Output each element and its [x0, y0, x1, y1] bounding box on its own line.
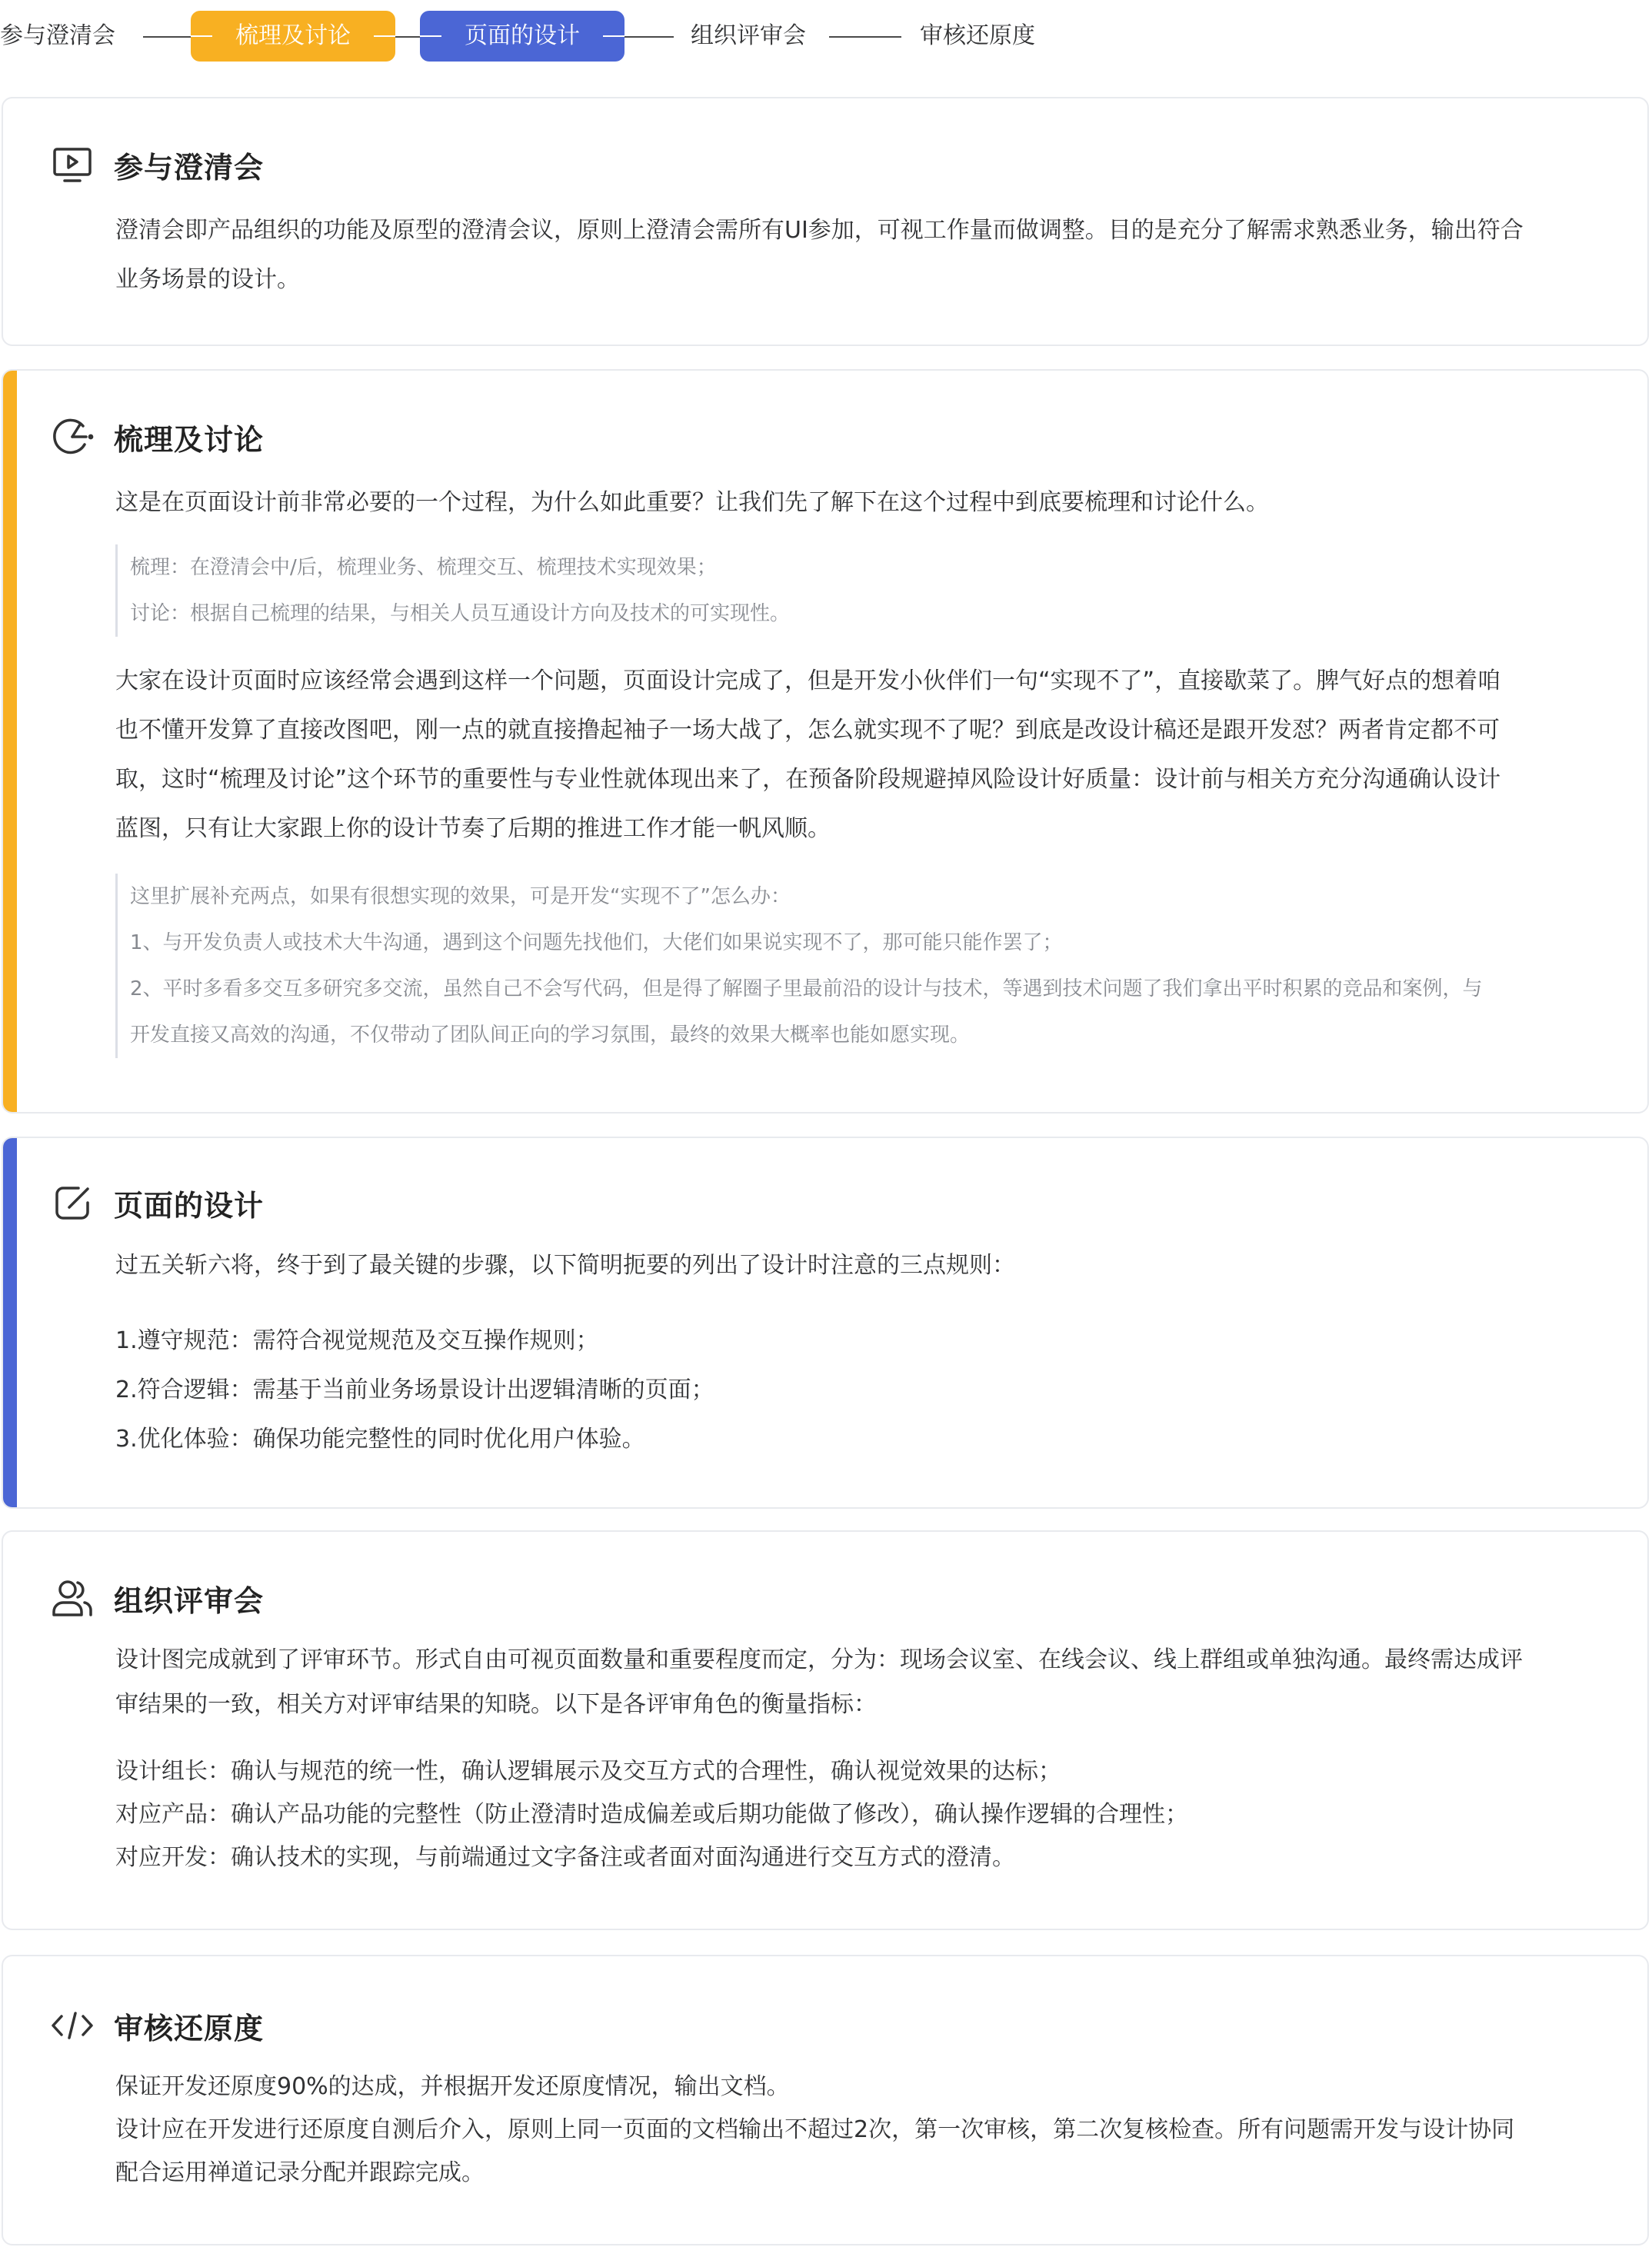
step-connector: [420, 35, 441, 37]
paragraph-line: 澄清会即产品组织的功能及原型的澄清会议，原则上澄清会需所有UI参加，可视工作量而做调整。目的是充分了解需求熟悉业务，输出符合: [115, 217, 1524, 244]
rules-list: [115, 1317, 1617, 1464]
quote-line: 开发直接又高效的沟通，不仅带动了团队间正向的学习氛围，最终的效果大概率也能如愿实现。: [130, 1024, 971, 1047]
paragraph-line: 设计应在开发进行还原度自测后介入，原则上同一页面的文档输出不超过2次，第一次审核，第二次复核检查。所有问题需开发与设计协同: [115, 2116, 1515, 2143]
section-header: [49, 2002, 264, 2049]
progress-stepper: [0, 11, 1154, 62]
section-body: [115, 2066, 1617, 2195]
play-screen-icon: [49, 141, 95, 188]
paragraph-line: 审结果的一致，相关方对评审结果的知晓。以下是各评审角色的衡量指标：: [115, 1691, 877, 1718]
section-body: [115, 206, 1617, 305]
step-connector: [143, 36, 191, 38]
list-item: 1.遵守规范：需符合视觉规范及交互操作规则；: [115, 1327, 599, 1354]
discussion-icon: [49, 414, 95, 460]
step-connector: [191, 35, 212, 37]
quote-block: [115, 544, 1617, 637]
quote-line: 2、平时多看多交互多研究多交流，虽然自己不会写代码，但是得了解圈子里最前沿的设计与技术，等遇到技术问题了我们拿出平时积累的竞品和案例，与: [130, 977, 1483, 1000]
step-connector: [395, 36, 420, 38]
section-title: 审核还原度: [114, 2011, 265, 2046]
section-body: [115, 1241, 1617, 1464]
section-title: 梳理及讨论: [114, 422, 265, 457]
quote-line: 1、与开发负责人或技术大牛沟通，遇到这个问题先找他们，大佬们如果说实现不了，那可能只能作罢了；: [130, 931, 1063, 954]
list-item: 对应开发：确认技术的实现，与前端通过文字备注或者面对面沟通进行交互方式的澄清。: [115, 1844, 1015, 1871]
quote-line: 这里扩展补充两点，如果有很想实现的效果，可是开发“实现不了”怎么办：: [130, 885, 791, 908]
intro-text: 过五关斩六将，终于到了最关键的步骤，以下简明扼要的列出了设计时注意的三点规则：: [115, 1252, 1015, 1279]
step-connector: [374, 35, 395, 37]
paragraph-line: 配合运用禅道记录分配并跟踪完成。: [115, 2159, 485, 2186]
list-item: 对应产品：确认产品功能的完整性（防止澄清时造成偏差或后期功能做了修改），确认操作逻辑的合理性；: [115, 1801, 1188, 1828]
paragraph-line: 也不懂开发算了直接改图吧，刚一点的就直接撸起袖子一场大战了，怎么就实现不了呢？到底是改设计稿还是跟开发怼？两者肯定都不可: [115, 717, 1500, 744]
step-2-label: 梳理及讨论: [235, 22, 351, 49]
section-title: 参与澄清会: [114, 150, 265, 185]
quote-block: [115, 874, 1617, 1058]
section-card-page-design: [2, 1137, 1649, 1509]
section-body: [115, 1638, 1617, 1879]
code-icon: [49, 2002, 95, 2049]
step-3-label: 页面的设计: [465, 22, 580, 49]
section-card-fidelity-review: [2, 1955, 1649, 2245]
list-item: 2.符合逻辑：需基于当前业务场景设计出逻辑清晰的页面；: [115, 1376, 714, 1403]
section-body: [115, 478, 1617, 1058]
step-3-current[interactable]: [420, 11, 624, 62]
step-connector: [829, 36, 901, 38]
intro-text: 这是在页面设计前非常必要的一个过程，为什么如此重要？让我们先了解下在这个过程中到底要梳理和讨论什么。: [115, 489, 1269, 516]
step-2-done[interactable]: [191, 11, 395, 62]
step-connector: [603, 35, 624, 37]
quote-line: 梳理：在澄清会中/后，梳理业务、梳理交互、梳理技术实现效果；: [130, 556, 717, 579]
section-card-sort-discuss: [2, 369, 1649, 1114]
list-item: 3.优化体验：确保功能完整性的同时优化用户体验。: [115, 1426, 645, 1453]
section-card-clarify: [2, 97, 1649, 346]
accent-bar-current: [3, 1138, 17, 1507]
section-title: 页面的设计: [114, 1188, 265, 1223]
section-title: 组织评审会: [114, 1583, 265, 1618]
paragraph-line: 取，这时“梳理及讨论”这个环节的重要性与专业性就体现出来了，在预备阶段规避掉风险设计好质量：设计前与相关方充分沟通确认设计: [115, 766, 1501, 793]
users-icon: [49, 1575, 95, 1621]
paragraph-block: [115, 657, 1617, 854]
section-header: [49, 414, 264, 460]
list-item: 设计组长：确认与规范的统一性，确认逻辑展示及交互方式的合理性，确认视觉效果的达标；: [115, 1758, 1061, 1785]
section-header: [49, 1180, 264, 1226]
step-5-label[interactable]: 审核还原度: [920, 22, 1035, 49]
paragraph-line: 保证开发还原度90%的达成，并根据开发还原度情况，输出文档。: [115, 2073, 790, 2100]
step-4-label[interactable]: 组织评审会: [691, 22, 806, 49]
section-card-review-meeting: [2, 1530, 1649, 1930]
section-header: [49, 1575, 264, 1621]
paragraph-line: 设计图完成就到了评审环节。形式自由可视页面数量和重要程度而定，分为：现场会议室、在线会议、线上群组或单独沟通。最终需达成评: [115, 1646, 1523, 1673]
paragraph-line: 业务场景的设计。: [115, 266, 300, 293]
quote-line: 讨论：根据自己梳理的结果，与相关人员互通设计方向及技术的可实现性。: [130, 602, 791, 625]
paragraph-line: 大家在设计页面时应该经常会遇到这样一个问题，页面设计完成了，但是开发小伙伴们一句“实现不了”，直接歇菜了。脾气好点的想着咱: [115, 667, 1501, 694]
step-1-label[interactable]: 参与澄清会: [0, 22, 115, 49]
edit-square-icon: [49, 1180, 95, 1226]
roles-list: [115, 1750, 1617, 1879]
paragraph-line: 蓝图，只有让大家跟上你的设计节奏了后期的推进工作才能一帆风顺。: [115, 815, 831, 842]
accent-bar-done: [3, 371, 17, 1112]
section-header: [49, 141, 264, 188]
step-connector: [624, 36, 674, 38]
